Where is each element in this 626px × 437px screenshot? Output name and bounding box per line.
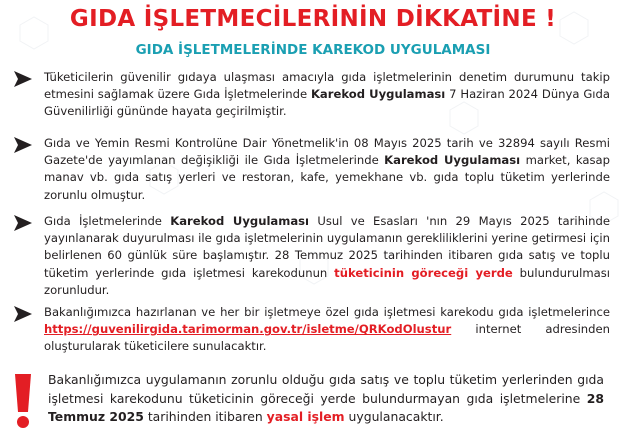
text: 7 Haziran 2024 Dünya Gıda Güvenilirliği gününde hayata geçirilmiştir. (44, 87, 610, 119)
emphasis-karekod: Karekod Uygulaması (170, 214, 310, 228)
paragraph-qr-link (44, 304, 610, 356)
play-arrow-icon (12, 214, 34, 232)
play-arrow-icon (12, 305, 34, 323)
emphasis-karekod: Karekod Uygulaması (384, 153, 521, 168)
paragraph-regulation (44, 135, 610, 204)
text: tarihinden itibaren (143, 409, 267, 425)
paragraph-launch (44, 69, 610, 121)
emphasis-visible-place: tüketicinin göreceği yerde (334, 265, 513, 280)
text: bulundurulması zorunludur. (44, 265, 610, 297)
page-title: GIDA İŞLETMECİLERİNİN DİKKATİNE ! (69, 6, 557, 32)
exclamation-icon (10, 372, 36, 430)
text: Bakanlığımızca hazırlanan ve her bir işletmeye özel gıda işletmesi karekodu gıda işletmelerince (44, 305, 610, 319)
legal-action-emphasis: yasal işlem (266, 409, 345, 425)
page-subtitle: GIDA İŞLETMELERİNDE KAREKOD UYGULAMASI (135, 42, 491, 58)
qr-generator-link[interactable]: https://guvenilirgida.tarimorman.gov.tr/isletme/QRKodOlustur (44, 322, 452, 337)
text: Bakanlığımızca uygulamanın zorunlu olduğu gıda satış ve toplu tüketim yerlerinden gıda işletmesi karekodunu tüketicinin göreceği yerde bulundurmayan gıda işletmelerine (48, 372, 604, 406)
deadline-date: 28 Temmuz 2025 (48, 390, 604, 425)
text: market, kasap manav vb. gıda satış yerleri ve restoran, kafe, yemekhane vb. gıda toplu tüketim yerlerinde zorunlu olmuştur. (44, 153, 610, 202)
play-arrow-icon (12, 70, 34, 88)
text: internet adresinden oluşturularak tüketicilere sunulacaktır. (44, 322, 610, 354)
text: Tüketicilerin güvenilir gıdaya ulaşması amacıyla gıda işletmelerinin denetim durumunu takip etmesini sağlamak üzere Gıda İşletmelerinde (44, 70, 610, 102)
paragraph-deadline (44, 213, 610, 299)
emphasis-karekod: Karekod Uygulaması (310, 87, 446, 102)
text: Gıda İşletmelerinde (44, 214, 171, 228)
text: Usul ve Esasları 'nın 29 Mayıs 2025 tarihinde yayınlanarak duyurulması ile gıda işletmelerinin uygulamanın gerekliliklerini yerine getirmesi için belirlenen 60 günlük süre başlamıştır. 28 Temmuz 2025 tarihinden itibaren gıda satış ve toplu tüketim yerlerinde gıda işletmesi karekodunun (44, 214, 610, 280)
text: uygulanacaktır. (344, 409, 444, 425)
final-warning-notice (48, 371, 604, 427)
play-arrow-icon (12, 136, 34, 154)
text: Gıda ve Yemin Resmi Kontrolüne Dair Yönetmelik'in 08 Mayıs 2025 tarih ve 32894 sayılı Resmi Gazete'de yayımlanan değişikliği ile Gıda İşletmelerinde (44, 136, 610, 168)
